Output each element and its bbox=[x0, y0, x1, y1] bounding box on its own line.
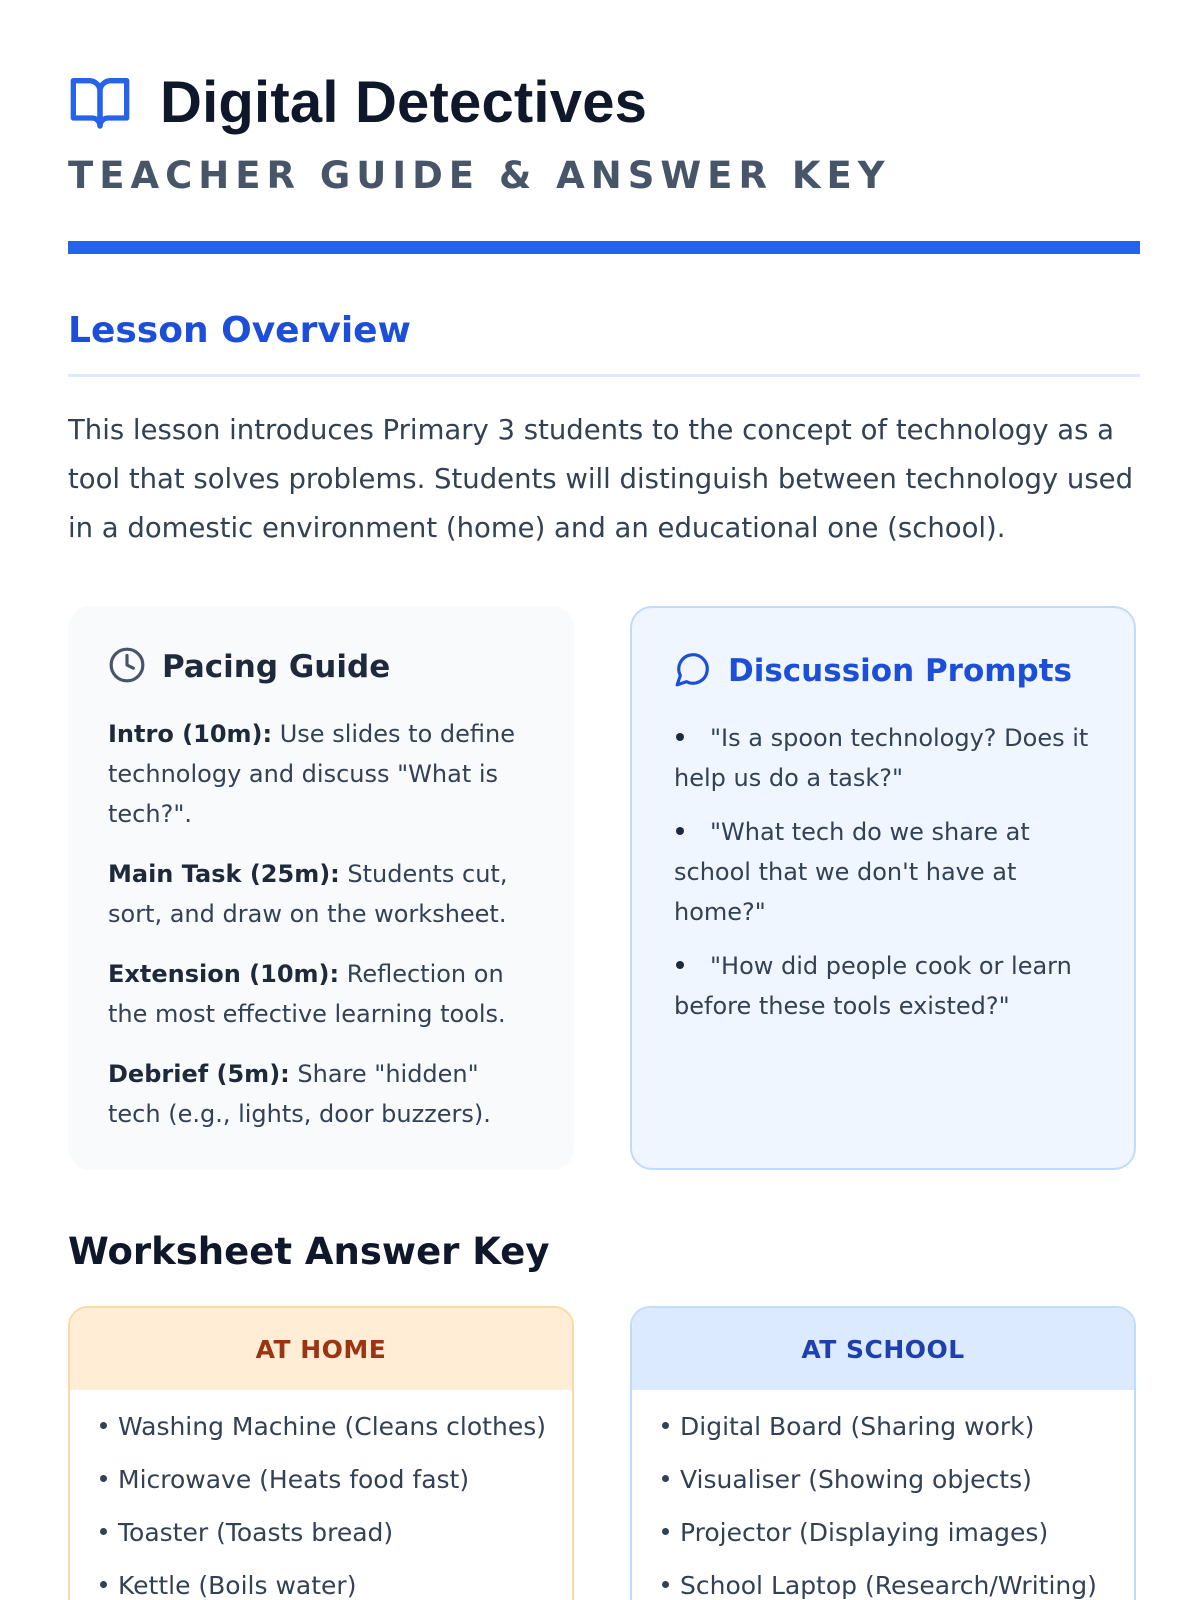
overview-heading: Lesson Overview bbox=[68, 310, 411, 351]
list-item bbox=[662, 1569, 1134, 1600]
pacing-item-text: Students cut, sort, and draw on the worksheet. bbox=[108, 860, 508, 928]
pacing-item bbox=[108, 854, 534, 934]
list-item-text: Kettle (Boils water) bbox=[118, 1571, 357, 1600]
discussion-item-text: "Is a spoon technology? Does it help us do a task?" bbox=[674, 724, 1089, 792]
at-school-card bbox=[630, 1306, 1136, 1600]
list-item bbox=[100, 1410, 572, 1444]
at-home-card bbox=[68, 1306, 574, 1600]
pacing-guide-title: Pacing Guide bbox=[162, 649, 391, 685]
pacing-item bbox=[108, 1054, 534, 1134]
pacing-item-label: Intro (10m): bbox=[108, 720, 273, 748]
bullet bbox=[662, 1422, 669, 1429]
list-item-text: Toaster (Toasts bread) bbox=[118, 1518, 394, 1547]
list-item bbox=[100, 1569, 572, 1600]
pacing-guide-card bbox=[68, 606, 574, 1170]
title-row bbox=[68, 62, 1140, 142]
bullet bbox=[100, 1422, 107, 1429]
list-item-text: Washing Machine (Cleans clothes) bbox=[118, 1412, 546, 1441]
list-item-text: Microwave (Heats food fast) bbox=[118, 1465, 470, 1494]
list-item bbox=[662, 1516, 1134, 1550]
list-item bbox=[662, 1463, 1134, 1497]
page-subtitle: TEACHER GUIDE & ANSWER KEY bbox=[68, 154, 891, 197]
pacing-list bbox=[108, 714, 534, 1134]
bullet bbox=[100, 1475, 107, 1482]
at-school-header: AT SCHOOL bbox=[632, 1308, 1134, 1390]
at-home-header: AT HOME bbox=[70, 1308, 572, 1390]
discussion-prompts-card bbox=[630, 606, 1136, 1170]
discussion-list bbox=[674, 718, 1094, 1026]
discussion-item-text: "How did people cook or learn before these tools existed?" bbox=[674, 952, 1072, 1020]
bullet bbox=[676, 961, 684, 969]
list-item-text: School Laptop (Research/Writing) bbox=[680, 1571, 1097, 1600]
pacing-item bbox=[108, 714, 534, 834]
overview-text: This lesson introduces Primary 3 students to the concept of technology as a tool that solves problems. Students will distinguish between technology used in a domestic environment (home) and an educational one (school). bbox=[68, 414, 1134, 544]
bullet bbox=[662, 1581, 669, 1588]
pacing-item-text: Use slides to define technology and discuss "What is tech?". bbox=[108, 720, 515, 828]
bullet bbox=[676, 827, 684, 835]
overview-divider bbox=[68, 374, 1140, 377]
answer-key-heading: Worksheet Answer Key bbox=[68, 1230, 550, 1273]
bullet bbox=[100, 1581, 107, 1588]
speech-bubble-icon bbox=[674, 650, 712, 692]
pacing-guide-header bbox=[108, 646, 574, 688]
pacing-item-label: Extension (10m): bbox=[108, 960, 340, 988]
discussion-prompts-header bbox=[674, 650, 1134, 692]
pacing-item bbox=[108, 954, 534, 1034]
discussion-item bbox=[674, 812, 1094, 932]
discussion-item-text: "What tech do we share at school that we don't have at home?" bbox=[674, 818, 1030, 926]
list-item-text: Digital Board (Sharing work) bbox=[680, 1412, 1035, 1441]
bullet bbox=[662, 1475, 669, 1482]
list-item-text: Visualiser (Showing objects) bbox=[680, 1465, 1032, 1494]
discussion-prompts-title: Discussion Prompts bbox=[728, 653, 1073, 689]
bullet bbox=[662, 1528, 669, 1535]
discussion-item bbox=[674, 718, 1094, 798]
list-item-text: Projector (Displaying images) bbox=[680, 1518, 1049, 1547]
list-item bbox=[100, 1463, 572, 1497]
list-item bbox=[662, 1410, 1134, 1444]
header-divider bbox=[68, 241, 1140, 254]
page-header bbox=[68, 62, 1140, 197]
list-item bbox=[100, 1516, 572, 1550]
discussion-item bbox=[674, 946, 1094, 1026]
pacing-item-text: Share "hidden" tech (e.g., lights, door buzzers). bbox=[108, 1060, 491, 1128]
at-home-list bbox=[70, 1390, 572, 1600]
book-open-icon bbox=[68, 70, 132, 134]
pacing-item-label: Main Task (25m): bbox=[108, 860, 340, 888]
pacing-item-text: Reflection on the most effective learning tools. bbox=[108, 960, 506, 1028]
page-title: Digital Detectives bbox=[160, 69, 648, 135]
bullet bbox=[100, 1528, 107, 1535]
bullet bbox=[676, 733, 684, 741]
pacing-item-label: Debrief (5m): bbox=[108, 1060, 290, 1088]
at-school-list bbox=[632, 1390, 1134, 1600]
clock-icon bbox=[108, 646, 146, 688]
